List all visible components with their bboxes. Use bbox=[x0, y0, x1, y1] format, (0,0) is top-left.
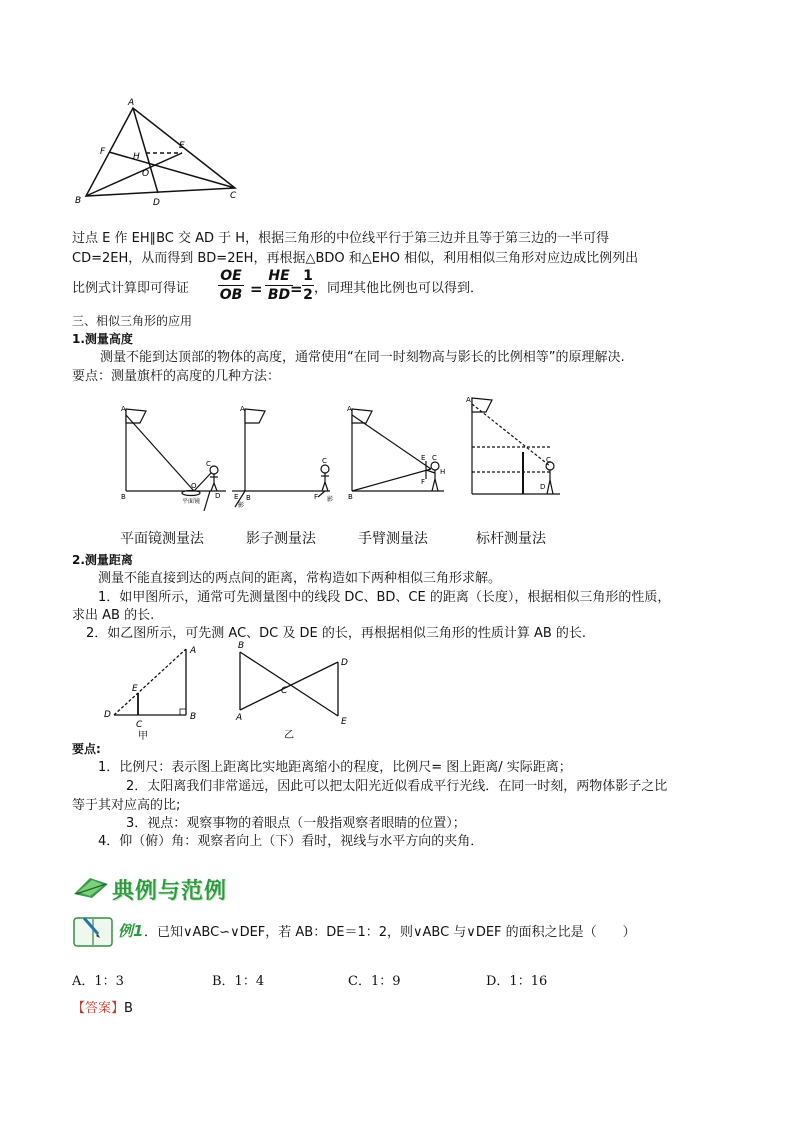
yi-label-D: D bbox=[341, 658, 348, 668]
label-A: A bbox=[128, 98, 135, 108]
m2-label-A: A bbox=[240, 405, 245, 413]
sub2-body: 测量不能直接到达的两点间的距离，常构造如下两种相似三角形求解。 bbox=[98, 571, 502, 586]
keypoint-4: 4．仰（俯）角：观察者向上（下）看时，视线与水平方向的夹角． bbox=[98, 834, 484, 849]
m3-label-E: E bbox=[421, 454, 426, 462]
fraction-oe-ob bbox=[218, 268, 244, 303]
m1-label-C: C bbox=[206, 460, 211, 468]
frac-denominator: BD bbox=[267, 287, 291, 303]
jia-label-B: B bbox=[190, 712, 197, 722]
para1-line1: 过点 E 作 EH∥BC 交 AD 于 H，根据三角形的中位线平行于第三边并且等于第三边的一半可得 bbox=[72, 231, 610, 246]
label-F: F bbox=[100, 147, 106, 157]
sub1-keypoint: 要点：测量旗杆的高度的几种方法： bbox=[72, 369, 281, 384]
jia-label-E: E bbox=[132, 684, 138, 694]
option-b: B．1：4 bbox=[212, 974, 265, 989]
pencil-book-icon bbox=[72, 874, 112, 898]
section-title: 三、相似三角形的应用 bbox=[72, 314, 193, 328]
jia-label-A: A bbox=[190, 646, 197, 656]
banner-title: 典例与范例 bbox=[112, 878, 228, 904]
triangle-figure bbox=[70, 95, 250, 210]
option-d: D．1：16 bbox=[486, 974, 548, 989]
yi-caption: 乙 bbox=[284, 730, 294, 741]
para1-line3-suffix: ，同理其他比例也可以得到． bbox=[314, 281, 484, 296]
jia-caption: 甲 bbox=[138, 731, 148, 742]
m1-label-O: O bbox=[191, 482, 197, 490]
sub1-body: 测量不能到达顶部的物体的高度，通常使用“在同一时刻物高与影长的比例相等”的原理解决. bbox=[100, 350, 625, 365]
option-c: C．1：9 bbox=[348, 974, 401, 989]
caption-arm: 手臂测量法 bbox=[358, 531, 428, 547]
frac-numerator: HE bbox=[268, 268, 290, 284]
m3-label-H: H bbox=[440, 468, 446, 476]
sub2-item2: 2．如乙图所示，可先测 AC、DC 及 DE 的长，再根据相似三角形的性质计算 AB 的长. bbox=[86, 626, 587, 641]
label-C: C bbox=[230, 191, 237, 201]
yi-label-A: A bbox=[236, 713, 243, 723]
m2-label-B: B bbox=[246, 494, 251, 502]
m1-label-A: A bbox=[121, 405, 126, 413]
frac-numerator: OE bbox=[220, 268, 242, 284]
m3-label-B: B bbox=[348, 493, 353, 501]
keypoint-2-line2: 等于其对应高的比; bbox=[72, 798, 181, 813]
m2-label-shadow1: 影 bbox=[238, 502, 245, 509]
keypoints-title: 要点: bbox=[72, 742, 101, 756]
label-H: H bbox=[133, 152, 140, 162]
m1-label-B: B bbox=[121, 493, 126, 501]
figure-jia bbox=[100, 643, 210, 743]
m4-label-A: A bbox=[466, 396, 471, 404]
method-arm-figure bbox=[344, 403, 456, 515]
frac-denominator: 2 bbox=[303, 287, 313, 303]
jia-label-D: D bbox=[104, 710, 111, 720]
equals-sign: = bbox=[250, 280, 263, 298]
answer-value: B bbox=[124, 1001, 133, 1016]
figure-yi bbox=[228, 638, 358, 748]
example-question: ．已知∨ABC∽∨DEF，若 AB：DE＝1：2，则∨ABC 与∨DEF 的面积之比是（ ） bbox=[144, 925, 636, 940]
sub2-item1-line2: 求出 AB 的长. bbox=[72, 608, 155, 623]
option-a: A．1：3 bbox=[72, 974, 124, 989]
m3-label-C: C bbox=[432, 454, 437, 462]
triangle-abc bbox=[86, 108, 235, 196]
label-D: D bbox=[153, 198, 160, 208]
sub2-title: 2.测量距离 bbox=[72, 553, 133, 567]
frac-numerator: 1 bbox=[303, 268, 313, 284]
frac-denominator: OB bbox=[219, 287, 243, 303]
section-banner bbox=[72, 872, 272, 904]
answer-label: 【答案】 bbox=[72, 1001, 125, 1016]
caption-mirror: 平面镜测量法 bbox=[120, 531, 204, 547]
caption-shadow: 影子测量法 bbox=[246, 531, 316, 547]
yi-label-E: E bbox=[341, 717, 347, 727]
sub1-title: 1.测量高度 bbox=[72, 332, 133, 346]
caption-pole: 标杆测量法 bbox=[476, 531, 546, 547]
para1-line3-prefix: 比例式计算即可得证 bbox=[72, 281, 190, 296]
keypoint-3: 3．视点：观察事物的着眼点（一般指观察者眼睛的位置）； bbox=[126, 816, 466, 831]
yi-label-C: C bbox=[281, 686, 288, 696]
m3-label-A: A bbox=[347, 405, 352, 413]
example-label: 例1 bbox=[118, 922, 144, 940]
keypoint-2-line1: 2．太阳离我们非常遥远，因此可以把太阳光近似看成平行光线．在同一时刻，两物体影子之比 bbox=[126, 779, 668, 794]
sub2-item1-line1: 1．如甲图所示，通常可先测量图中的线段 DC、BD、CE 的距离（长度），根据相似三角形的性质， bbox=[98, 590, 671, 605]
method-pole-figure bbox=[460, 392, 572, 504]
method-mirror-figure bbox=[118, 403, 230, 515]
answer-row bbox=[72, 1000, 133, 1018]
fraction-one-half bbox=[302, 268, 314, 303]
median-ad bbox=[133, 108, 158, 193]
m1-label-D: D bbox=[215, 492, 221, 500]
label-B: B bbox=[75, 196, 82, 206]
equals-sign: = bbox=[290, 280, 303, 298]
m1-label-mirror: 平面镜 bbox=[182, 498, 201, 505]
example-notebook-icon bbox=[72, 912, 116, 948]
para1-line2: CD=2EH，从而得到 BD=2EH，再根据△BDO 和△EHO 相似，利用相似三角形对应边成比例列出 bbox=[72, 251, 639, 266]
m3-label-F: F bbox=[421, 478, 426, 486]
fraction-he-bd bbox=[265, 268, 293, 303]
label-O: O bbox=[142, 169, 150, 179]
yi-label-B: B bbox=[238, 641, 245, 651]
m4-label-C: C bbox=[546, 456, 551, 464]
method-shadow-figure bbox=[230, 403, 342, 515]
m2-label-C: C bbox=[322, 457, 327, 465]
label-E: E bbox=[179, 141, 185, 151]
m2-label-F: F bbox=[314, 493, 319, 501]
keypoint-1: 1．比例尺：表示图上距离比实地距离缩小的程度，比例尺= 图上距离/ 实际距离； bbox=[98, 760, 572, 775]
m2-label-shadow2: 影 bbox=[327, 496, 334, 503]
m4-label-D: D bbox=[540, 483, 546, 491]
jia-label-C: C bbox=[136, 720, 143, 730]
m2-label-E: E bbox=[234, 493, 239, 501]
